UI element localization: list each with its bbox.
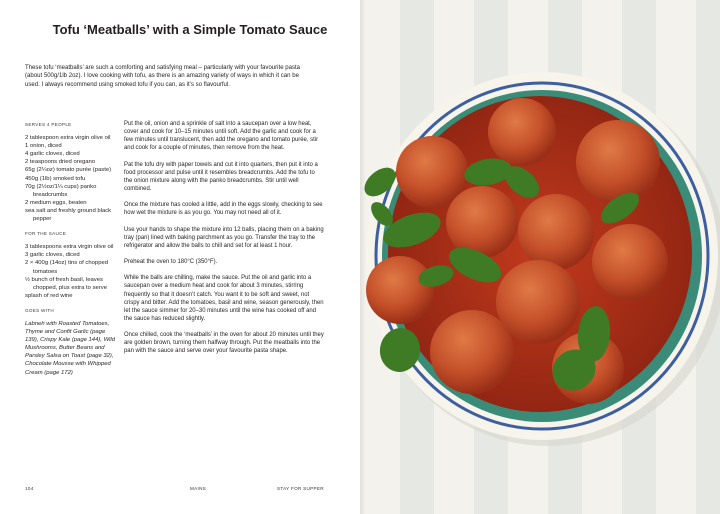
book-title: STAY FOR SUPPER: [277, 486, 324, 491]
ingredient-item: 2 tablespoon extra virgin olive oil: [25, 135, 111, 142]
ingredient-item: 450g (1lb) smoked tofu: [25, 175, 86, 182]
meatball: [430, 310, 514, 394]
method-step: Pat the tofu dry with paper towels and cut it into quarters, then put it into a food processor and pulse until it resembles breadcrumbs. Add the tofu to the onion mixture along with the panko breadcrumbs. Stir until well combined.: [124, 161, 318, 193]
sauce-ingredient-item: 3 tablespoons extra virgin olive oil: [25, 244, 114, 251]
sauce-ingredient-item: ½ bunch of fresh basil, leaves chopped, plus extra to serve: [25, 276, 108, 291]
sauce-ingredient-item: splash of red wine: [25, 292, 73, 299]
method-step: While the balls are chilling, make the sauce. Put the oil and garlic into a saucepan over a medium heat and cook for about 3 minutes, stirring frequently so that it doesn’t catch. You want it to be soft and sweet, not crispy and bitter. Add the tomatoes, basil and wine, season generously, then let the sauce simmer for 20–30 minutes until the wine has cooked off and the sauce has reduced slightly.: [124, 275, 324, 322]
meatball: [576, 120, 660, 204]
meatball: [446, 186, 518, 258]
goes-with-list: Labneh with Roasted Tomatoes, Thyme and Confit Garlic (page 139), Crispy Kale (page 144), Wild Mushrooms, Butter Beans and Parsley Salsa on Toast (page 32), Chocolate Mousse with Whipped Cream (page 172): [25, 320, 115, 376]
photo-page: [360, 0, 720, 514]
section-name: MAINS: [190, 486, 207, 491]
recipe-title: Tofu ‘Meatballs’ with a Simple Tomato Sauce: [52, 22, 328, 37]
sauce-ingredient-item: 3 garlic cloves, diced: [25, 252, 80, 259]
ingredients-column: [25, 121, 115, 377]
meatball: [488, 98, 556, 166]
sauce-ingredient-item: 2 × 400g (14oz) tins of chopped tomatoes: [25, 260, 109, 275]
method-step: Preheat the oven to 180°C (350°F).: [124, 259, 218, 266]
sauce-heading: FOR THE SAUCE: [25, 231, 67, 237]
ingredient-item: sea salt and freshly ground black pepper: [25, 207, 112, 223]
meatballs-photo-icon: [360, 0, 720, 514]
goes-with-heading: GOES WITH: [25, 307, 54, 313]
method-column: [124, 120, 324, 364]
ingredient-item: 65g (2¼oz) tomato purée (paste): [25, 167, 112, 174]
ingredient-item: 70g (2½oz/1¼ cups) panko breadcrumbs: [25, 183, 97, 198]
ingredient-item: 1 onion, diced: [25, 143, 62, 150]
recipe-intro: These tofu ‘meatballs’ are such a comforting and satisfying meal – particularly with your favourite pasta (about 500g/1lb 2oz). I love cooking with tofu, as there is an amazing variety of ways in which it can be used. I always recommend using smoked tofu if you can, as it’s so flavourful.: [25, 65, 301, 88]
ingredient-item: 4 garlic cloves, diced: [25, 151, 80, 158]
serves-label: SERVES 4 PEOPLE: [25, 122, 72, 127]
method-step: Once chilled, cook the ‘meatballs’ in the oven for about 20 minutes until they are golden brown, turning them halfway through. Put the meatballs into the pan with the sauce and serve over your favourite pasta shape.: [124, 332, 324, 355]
method-step: Use your hands to shape the mixture into 12 balls, placing them on a baking tray (pan) lined with baking parchment as you go. Transfer the tray to the refrigerator and allow the balls to chill and set for at least 1 hour.: [124, 226, 324, 249]
method-step: Put the oil, onion and a sprinkle of salt into a saucepan over a low heat, cover and cook for 10–15 minutes until soft. Add the garlic and cook for a few minutes until translucent, then add the oregano and tomato purée, stir and cook for a couple of minutes, then remove from the heat.: [124, 121, 319, 152]
meatball: [592, 224, 668, 300]
ingredient-item: 2 teaspoons dried oregano: [25, 159, 96, 166]
meatball: [518, 194, 594, 270]
method-step: Once the mixture has cooled a little, add in the eggs slowly, checking to see how wet the mixture is as you go. You may not need all of it.: [124, 202, 323, 217]
meatball: [366, 256, 434, 324]
ingredient-item: 2 medium eggs, beaten: [25, 199, 87, 206]
page-number: 104: [25, 486, 34, 491]
